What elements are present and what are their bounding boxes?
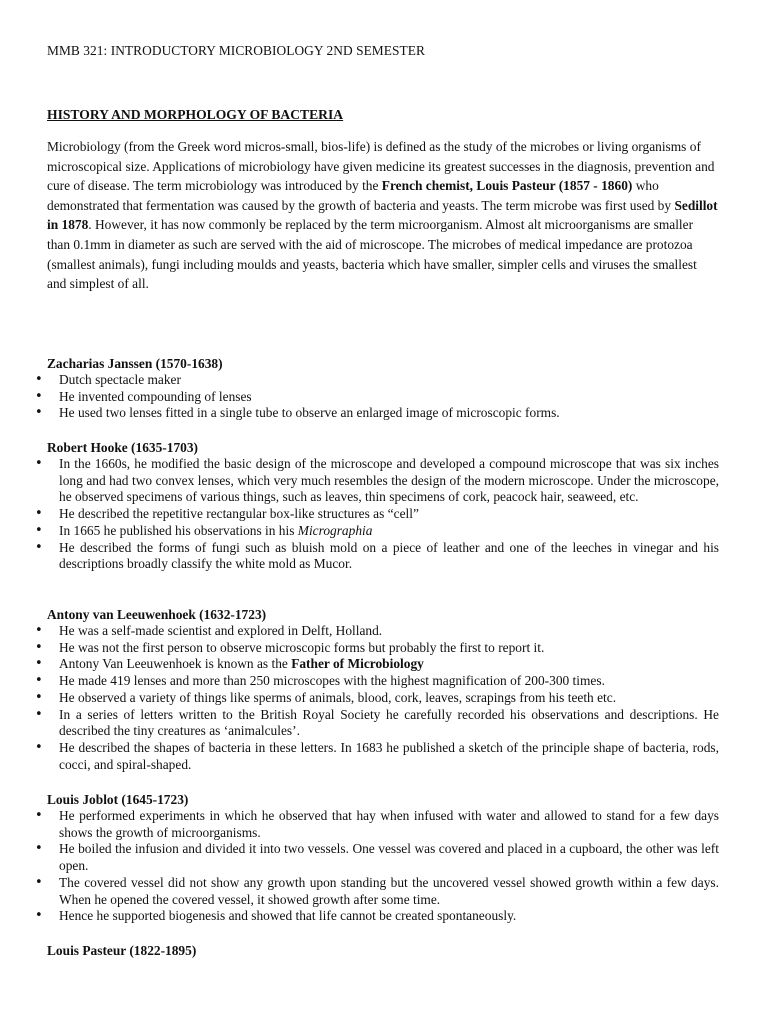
section-joblot: [47, 791, 719, 925]
list-item: • Dutch spectacle maker: [47, 372, 719, 389]
section-title: Louis Pasteur (1822-1895): [47, 943, 197, 958]
list-item-text: In 1665 he published his observations in his: [59, 522, 298, 538]
father-of-microbiology: Father of Microbiology: [291, 656, 424, 672]
bullet-list: [47, 372, 719, 422]
section-pasteur: [47, 942, 719, 959]
section-title: Zacharias Janssen (1570-1638): [47, 356, 223, 371]
list-item: • In a series of letters written to the British Royal Society he carefully recorded his observations and descriptions. He described the tiny creatures as ‘animalcules’.: [47, 707, 719, 740]
intro-text-1: Microbiology (from the Greek word micros-small, bios-life) is defined as the study of the microbes or living organisms of microscopical size. Applications of microbiology have given medicine its greatest successes in the diagnosis, prevention and cure of disease. The term microbiology was introduced by the: [47, 139, 715, 194]
intro-bold-sedillot: Sedillot in 1878: [47, 197, 718, 233]
section-title: Antony van Leeuwenhoek (1632-1723): [47, 607, 267, 622]
list-item: [47, 523, 719, 540]
section-title: Robert Hooke (1635-1703): [47, 440, 198, 455]
micrographia-title: Micrographia: [297, 522, 373, 538]
section-janssen: [47, 355, 719, 422]
list-item: • He observed a variety of things like sperms of animals, blood, cork, leaves, scrapings from his teeth etc.: [47, 690, 719, 707]
list-item: [47, 656, 719, 673]
list-item-text: Antony Van Leeuwenhoek is known as the: [59, 656, 292, 672]
section-hooke: [47, 439, 719, 573]
intro-paragraph: [47, 137, 719, 294]
list-item: • He boiled the infusion and divided it into two vessels. One vessel was covered and placed in a cupboard, the other was left open.: [47, 841, 719, 874]
list-item: • He described the shapes of bacteria in these letters. In 1683 he published a sketch of the principle shape of bacteria, rods, cocci, and spiral-shaped.: [47, 740, 719, 773]
section-title: Louis Joblot (1645-1723): [47, 792, 189, 807]
list-item: • He was not the first person to observe microscopic forms but probably the first to report it.: [47, 640, 719, 657]
list-item: • Hence he supported biogenesis and showed that life cannot be created spontaneously.: [47, 908, 719, 925]
list-item: • He used two lenses fitted in a single tube to observe an enlarged image of microscopic forms.: [47, 405, 719, 422]
list-item: • He was a self-made scientist and explored in Delft, Holland.: [47, 623, 719, 640]
list-item: • In the 1660s, he modified the basic design of the microscope and developed a compound microscope that was six inches long and had two convex lenses, which very much resembles the design of the modern microscope. Under the microscope, he observed specimens of various things, such as leaves, thin specimens of cork, peacock hair, seaweed, etc.: [47, 456, 719, 506]
list-item: • The covered vessel did not show any growth upon standing but the uncovered vessel showed growth within a few days. When he opened the covered vessel, it showed growth after some time.: [47, 875, 719, 908]
list-item: • He invented compounding of lenses: [47, 389, 719, 406]
list-item: • He described the repetitive rectangular box-like structures as “cell”: [47, 506, 719, 523]
bullet-list: [47, 808, 719, 925]
intro-bold-pasteur: French chemist, Louis Pasteur (1857 - 1860): [381, 178, 633, 194]
section-leeuwenhoek: [47, 606, 719, 773]
bullet-list: [47, 623, 719, 773]
bullet-list: [47, 456, 719, 573]
intro-text-3: . However, it has now commonly be replaced by the term microorganism. Almost alt microorganisms are smaller than 0.1mm in diameter as such are served with the aid of microscope. The microbes of medical impedance are protozoa (smallest animals), fungi including moulds and yeasts, bacteria which have smaller, simpler cells and viruses the smallest and simplest of all.: [47, 217, 697, 292]
list-item: • He made 419 lenses and more than 250 microscopes with the highest magnification of 200-300 times.: [47, 673, 719, 690]
section-heading: HISTORY AND MORPHOLOGY OF BACTERIA: [47, 107, 344, 122]
list-item: • He described the forms of fungi such as bluish mold on a piece of leather and one of the leeches in vinegar and his descriptions broadly classify the white mold as Mucor.: [47, 540, 719, 573]
intro-text-2: who demonstrated that fermentation was caused by the growth of bacteria and yeasts. The term microbe was first used by: [47, 178, 675, 213]
list-item: • He performed experiments in which he observed that hay when infused with water and allowed to stand for a few days shows the growth of microorganisms.: [47, 808, 719, 841]
course-title: MMB 321: INTRODUCTORY MICROBIOLOGY 2ND SEMESTER: [47, 43, 425, 58]
